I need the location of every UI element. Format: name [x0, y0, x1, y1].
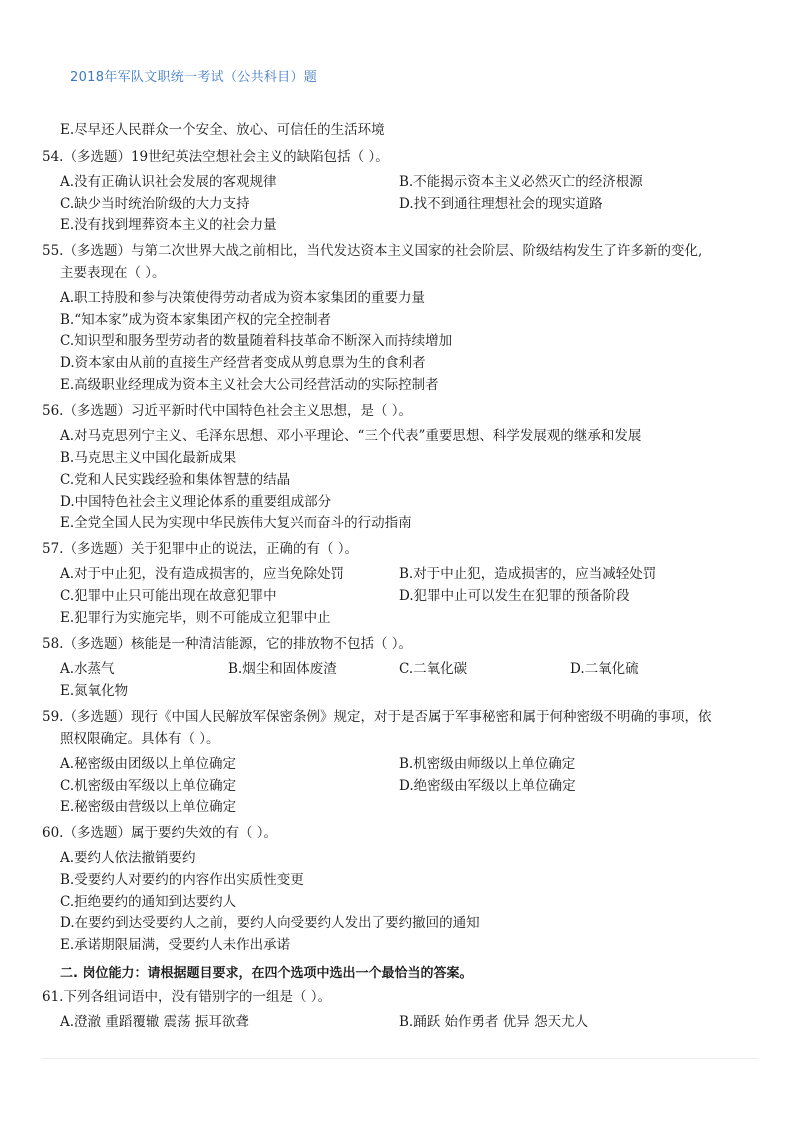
- option-text: E.承诺期限届满，受要约人未作出承诺: [60, 937, 291, 953]
- option-text: A.对于中止犯，没有造成损害的，应当免除处罚: [60, 566, 345, 582]
- option-text: C.知识型和服务型劳动者的数量随着科技革命不断深入而持续增加: [60, 333, 453, 349]
- option-text: A.没有正确认识社会发展的客观规律: [60, 174, 277, 190]
- option-text: D.中国特色社会主义理论体系的重要组成部分: [60, 494, 332, 510]
- question-57: 57.（多选题）关于犯罪中止的说法，正确的有（ ）。: [42, 541, 359, 557]
- option-text: D.犯罪中止可以发生在犯罪的预备阶段: [399, 588, 630, 604]
- option-text: C.机密级由军级以上单位确定: [60, 778, 237, 794]
- question-59-cont: 照权限确定。具体有（ ）。: [60, 731, 220, 747]
- option-text: C.缺少当时统治阶级的大力支持: [60, 196, 250, 212]
- option-text: B.对于中止犯，造成损害的，应当减轻处罚: [399, 566, 657, 582]
- option-text: D.二氧化硫: [570, 661, 639, 677]
- option-text: A.对马克思列宁主义、毛泽东思想、邓小平理论、“三个代表”重要思想、科学发展观的继承和发展: [60, 428, 642, 444]
- question-59: 59.（多选题）现行《中国人民解放军保密条例》规定，对于是否属于军事秘密和属于何种密级不明确的事项，依: [42, 709, 712, 725]
- question-55-cont: 主要表现在（ ）。: [60, 265, 166, 281]
- option-text: D.绝密级由军级以上单位确定: [399, 778, 576, 794]
- option-text: E.没有找到埋葬资本主义的社会力量: [60, 217, 277, 233]
- option-text: B.烟尘和固体废渣: [228, 661, 337, 677]
- option-text: B.受要约人对要约的内容作出实质性变更: [60, 872, 304, 888]
- document-header: 2018年军队文职统一考试（公共科目）题: [70, 70, 318, 85]
- option-text: E.全党全国人民为实现中华民族伟大复兴而奋斗的行动指南: [60, 515, 412, 531]
- option-text: D.在要约到达受要约人之前，要约人向受要约人发出了要约撤回的通知: [60, 915, 480, 931]
- option-text: B.马克思主义中国化最新成果: [60, 450, 237, 466]
- option-text: C.二氧化碳: [399, 661, 468, 677]
- option-text: B.踊跃 始作勇者 优异 怨天尤人: [399, 1014, 589, 1030]
- question-58: 58.（多选题）核能是一种清洁能源，它的排放物不包括（ ）。: [42, 636, 413, 652]
- option-text: D.资本家由从前的直接生产经营者变成从剪息票为生的食利者: [60, 355, 426, 371]
- option-text: E.秘密级由营级以上单位确定: [60, 799, 237, 815]
- option-text: A.秘密级由团级以上单位确定: [60, 756, 237, 772]
- question-55: 55.（多选题）与第二次世界大战之前相比，当代发达资本主义国家的社会阶层、阶级结构发生了许多新的变化,: [42, 243, 703, 259]
- option-text: B.机密级由师级以上单位确定: [399, 756, 576, 772]
- option-text: C.拒绝要约的通知到达要约人: [60, 894, 237, 910]
- option-text: D.找不到通往理想社会的现实道路: [399, 196, 603, 212]
- question-61: 61.下列各组词语中，没有错别字的一组是（ ）。: [42, 989, 332, 1005]
- option-text: A.澄澈 重蹈覆辙 震荡 振耳欲聋: [60, 1014, 249, 1030]
- question-56: 56.（多选题）习近平新时代中国特色社会主义思想，是（ ）。: [42, 403, 413, 419]
- option-text: E.高级职业经理成为资本主义社会大公司经营活动的实际控制者: [60, 377, 439, 393]
- question-54: 54.（多选题）19世纪英法空想社会主义的缺陷包括（ ）。: [42, 149, 389, 165]
- question-60: 60.（多选题）属于要约失效的有（ ）。: [42, 825, 278, 841]
- option-text: A.水蒸气: [60, 661, 115, 677]
- option-text: E.犯罪行为实施完毕，则不可能成立犯罪中止: [60, 610, 331, 626]
- option-text: C.犯罪中止只可能出现在故意犯罪中: [60, 588, 277, 604]
- option-text: E.氮氧化物: [60, 683, 129, 699]
- option-text: B.不能揭示资本主义必然灭亡的经济根源: [399, 174, 643, 190]
- option-text: B.“知本家”成为资本家集团产权的完全控制者: [60, 312, 332, 328]
- option-text: C.党和人民实践经验和集体智慧的结晶: [60, 472, 291, 488]
- option-text: A.职工持股和参与决策使得劳动者成为资本家集团的重要力量: [60, 290, 426, 306]
- option-text: E.尽早还人民群众一个安全、放心、可信任的生活环境: [60, 122, 385, 138]
- section-heading: 二. 岗位能力：请根据题目要求，在四个选项中选出一个最恰当的答案。: [60, 966, 473, 981]
- footer-divider: [42, 1058, 758, 1059]
- option-text: A.要约人依法撤销要约: [60, 850, 196, 866]
